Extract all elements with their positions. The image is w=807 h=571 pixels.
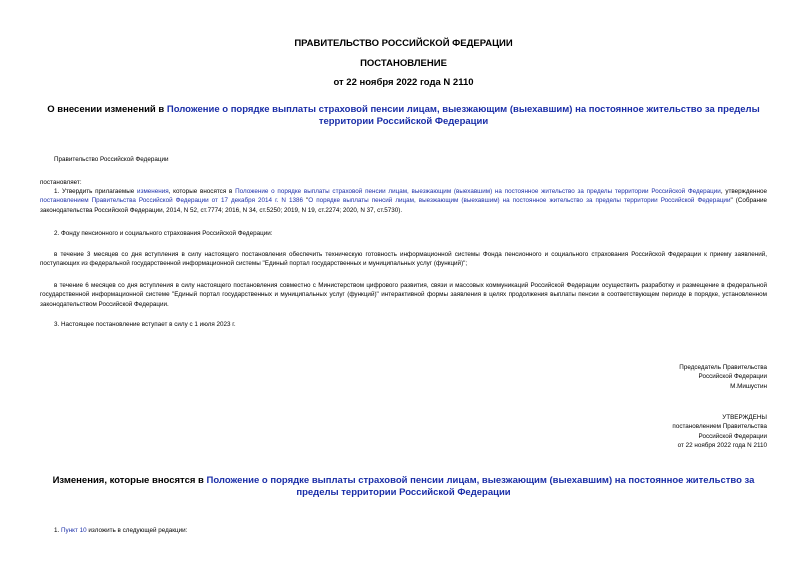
paragraph-3: 3. Настоящее постановление вступает в силу с 1 июля 2023 г. [54,321,236,328]
item-1-number: 1. [54,527,62,534]
document-date-number: от 22 ноября 2022 года N 2110 [333,77,474,88]
signature-position: Председатель Правительства [679,364,767,371]
changes-title-link[interactable]: Положение о порядке выплаты страховой пенсии лицам, выезжающим (выехавшим) на постоянное жительство за пределы территории Российской Федерации [206,475,755,498]
changes-title-prefix: Изменения, которые вносятся в [52,475,207,486]
signature-organization: Российской Федерации [698,373,767,381]
paragraph-1-text-b: , которые вносятся в [168,188,236,195]
document-type: ПОСТАНОВЛЕНИЕ [360,58,447,69]
document-title-link[interactable]: Положение о порядке выплаты страховой пенсии лицам, выезжающим (выехавшим) на постоянное жительство за пределы территории Российской Федерации [166,104,760,127]
paragraph-1-text-a: 1. Утвердить прилагаемые [54,188,138,195]
resolution-link[interactable]: постановлением Правительства Российской Федерации от 17 декабря 2014 г. N 1386 [40,197,303,205]
intro-text: Правительство Российской Федерации [54,156,169,163]
changes-title [40,475,767,499]
approval-block [672,413,767,450]
signature-block [679,363,767,391]
paragraph-2a: в течение 3 месяцев со дня вступления в силу настоящего постановления обеспечить техническую готовность информационной системы Фонда пенсионного и социального страхования Российской Федерации к приему заявлений, поступающих из федеральной государственной информационной системы "Единый портал государственных и муниципальных услуг (функций)"; [40,251,767,268]
document-title-prefix: О внесении изменений в [47,104,167,115]
approval-heading: УТВЕРЖДЕНЫ [722,414,767,421]
approval-by: постановлением Правительства [672,423,767,431]
paragraph-1 [40,187,767,215]
paragraph-1-text-c: , утвержденное [720,188,767,195]
item-1 [54,526,187,535]
resolution-title-link[interactable]: О порядке выплаты пенсий лицам, выезжающим (выехавшим) на постоянное жительство за пределы территории Российской Федерации [308,197,731,205]
changes-link[interactable]: изменения [137,188,169,195]
document-title [40,104,767,128]
paragraph-1-text-d: " [302,197,309,205]
paragraph-2b: в течение 6 месяцев со дня вступления в силу настоящего постановления совместно с Министерством цифрового развития, связи и массовых коммуникаций Российской Федерации осуществить разработку и размещение в федеральной государственной информационной системе "Единый портал государственных и муниципальных услуг (функций)" интерактивной формы заявления в целях продолжения выплаты пенсии в соответствующем периоде в порядке, установленном законодательством Российской Федерации. [40,282,767,308]
signature-name: М.Мишустин [730,382,767,390]
paragraph-2: 2. Фонду пенсионного и социального страхования Российской Федерации: [54,230,273,237]
item-1-text: изложить в следующей редакции: [86,527,188,534]
approval-organization: Российской Федерации [698,432,767,440]
government-heading: ПРАВИТЕЛЬСТВО РОССИЙСКОЙ ФЕДЕРАЦИИ [294,38,513,49]
approval-date: от 22 ноября 2022 года N 2110 [677,441,767,449]
item-1-link[interactable]: Пункт 10 [61,527,87,534]
paragraph-1-text-e: " (Собрание законодательства Российской Федерации, 2014, N 52, ст.7774; 2016, N 34, ст.5250; 2019, N 19, ст.2274; 2020, N 37, ст.5730). [40,197,767,214]
regulation-link[interactable]: Положение о порядке выплаты страховой пенсии лицам, выезжающим (выехавшим) на постоянное жительство за пределы территории Российской Федерации [235,188,721,195]
decides-text: постановляет: [40,179,82,186]
